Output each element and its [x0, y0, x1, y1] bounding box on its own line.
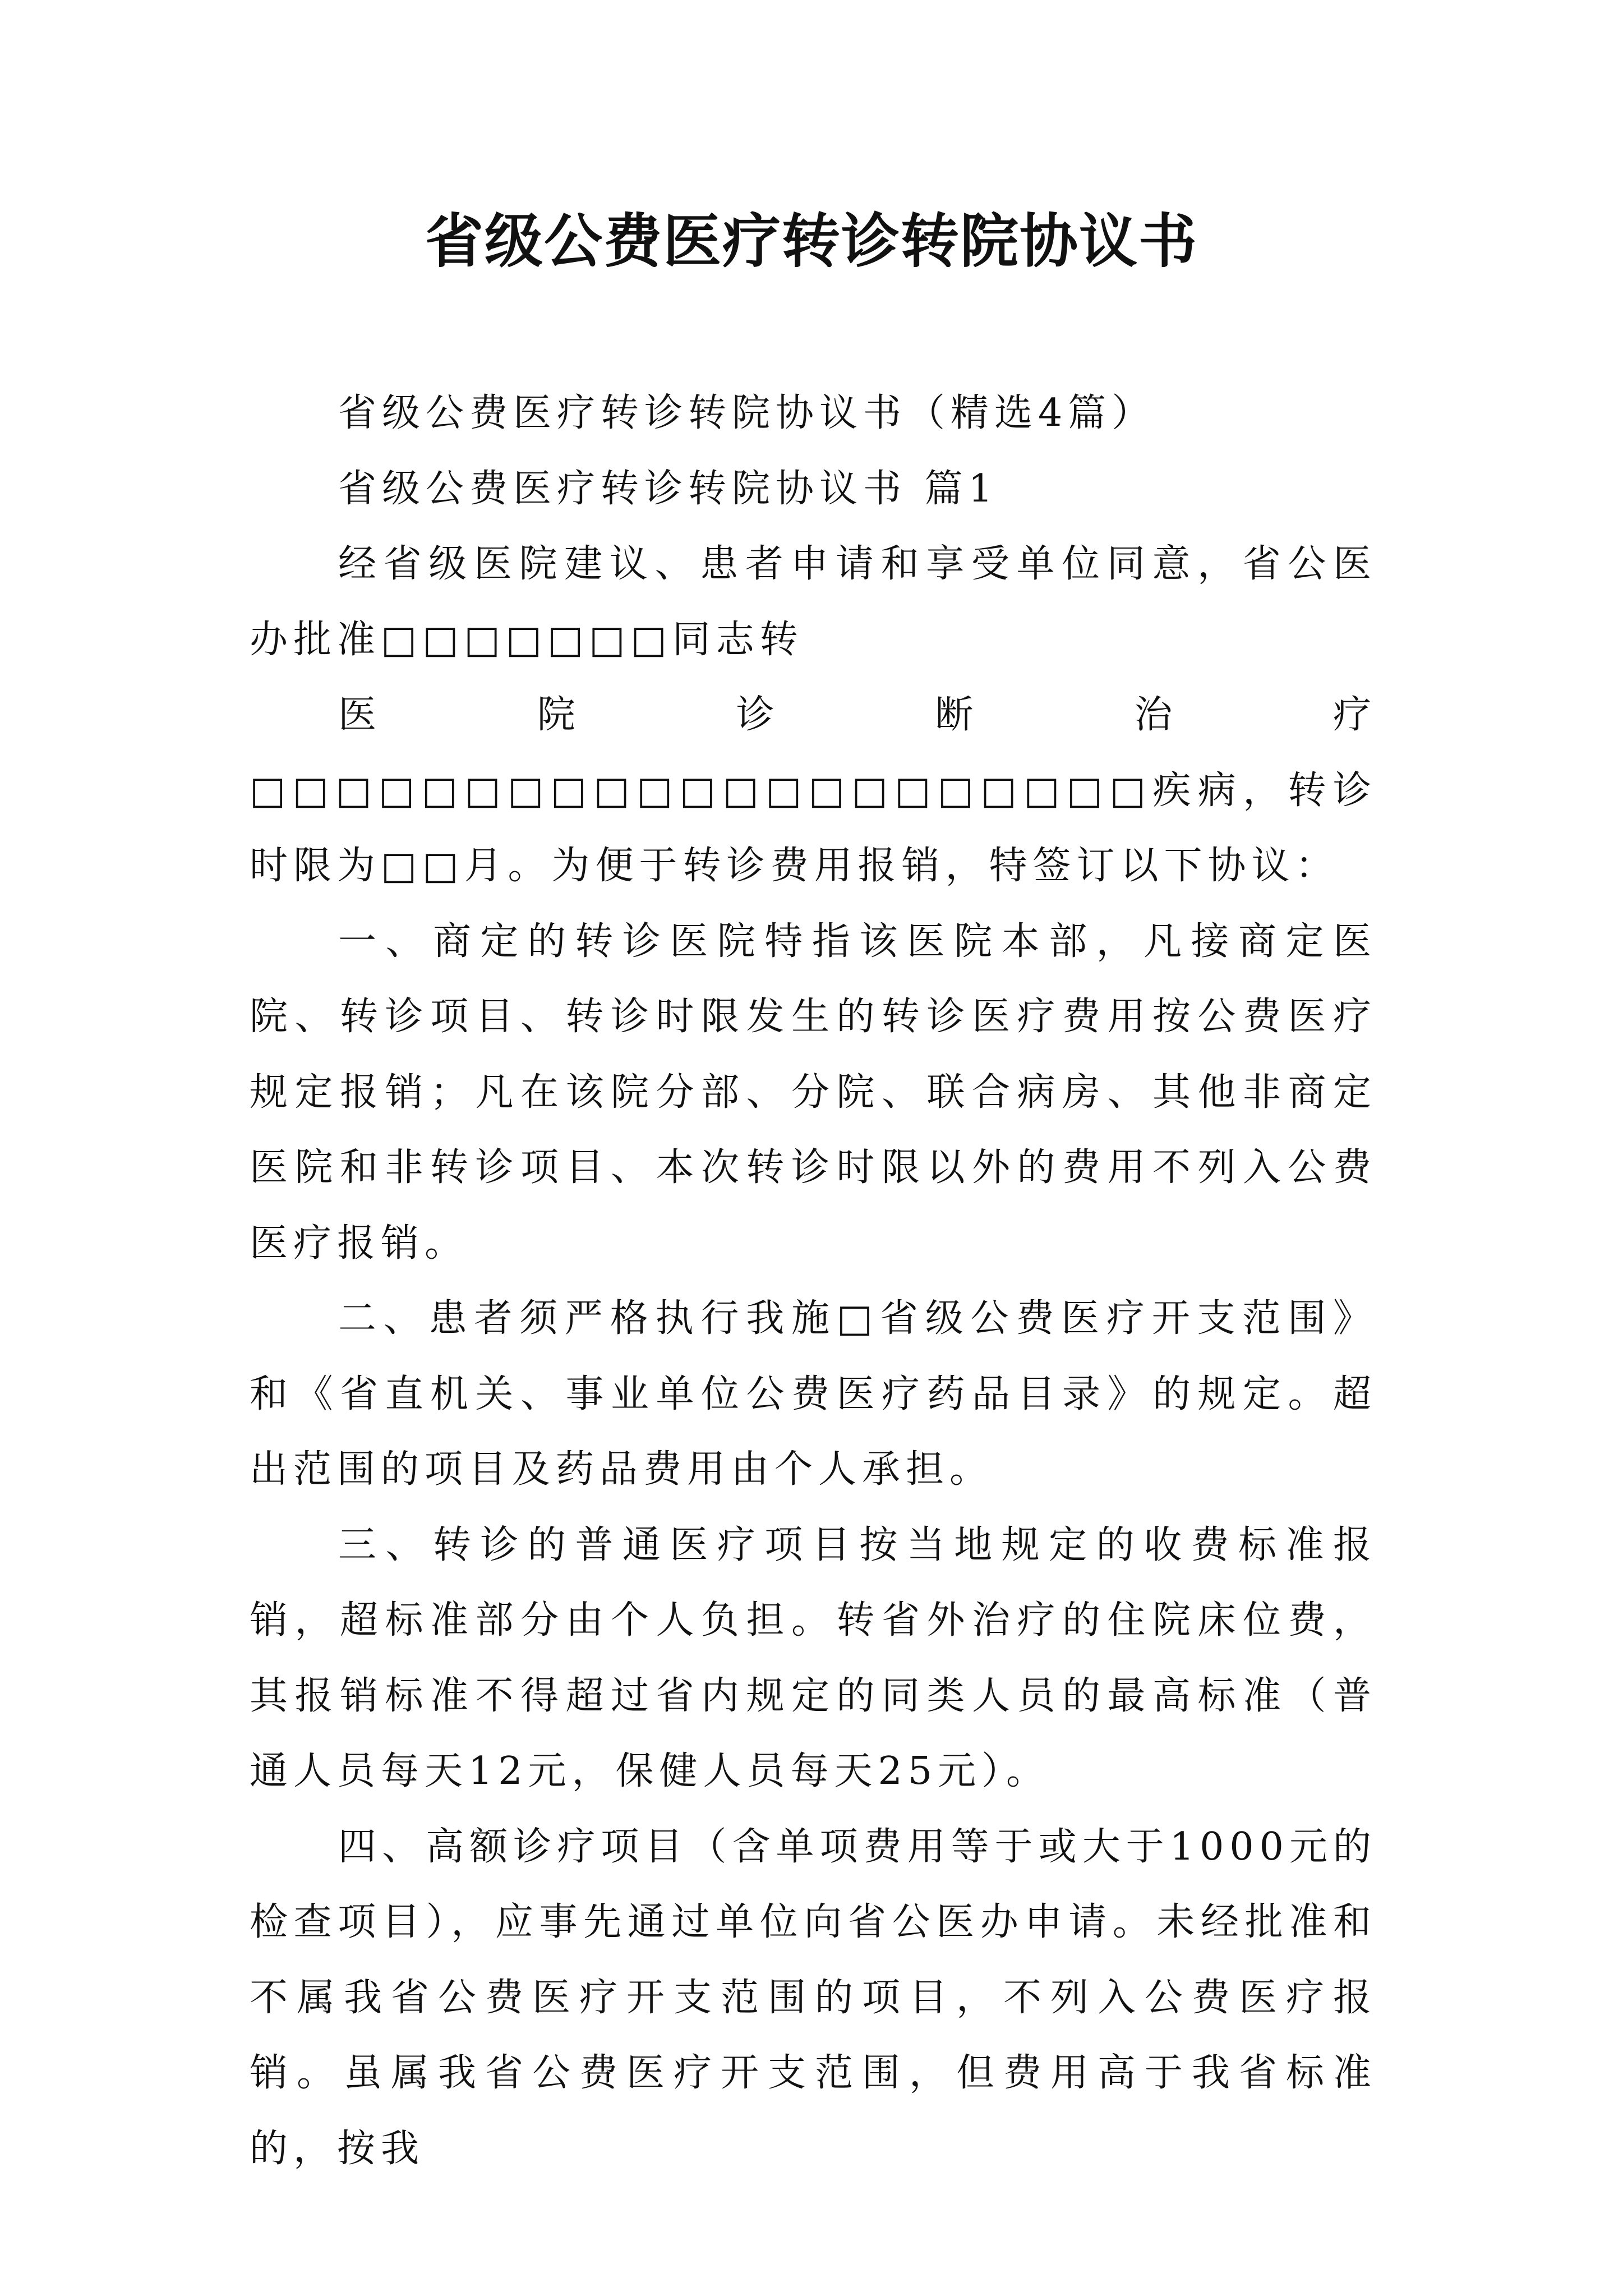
- document-body: [250, 376, 1377, 2187]
- paragraph-clause-4: 四、高额诊疗项目（含单项费用等于或大于1000元的检查项目），应事先通过单位向省公医办申请。未经批准和不属我省公费医疗开支范围的项目，不列入公费医疗报销。虽属我省公费医疗开支范围，但费用高于我省标准的，按我: [250, 1824, 1377, 2171]
- document-title: 省级公费医疗转诊转院协议书: [425, 206, 1198, 275]
- paragraph-diagnosis: 医院诊断治疗□□□□□□□□□□□□□□□□□□□□□疾病，转诊时限为□□月。为便于转诊费用报销，特签订以下协议：: [250, 693, 1377, 888]
- paragraph-clause-2: 二、患者须严格执行我施□省级公费医疗开支范围》和《省直机关、事业单位公费医疗药品目录》的规定。超出范围的项目及药品费用由个人承担。: [250, 1296, 1377, 1492]
- paragraph-section-heading: 省级公费医疗转诊转院协议书 篇1: [338, 466, 998, 511]
- paragraph-subtitle: 省级公费医疗转诊转院协议书（精选4篇）: [338, 391, 1156, 435]
- paragraph-clause-1: 一、商定的转诊医院特指该医院本部，凡接商定医院、转诊项目、转诊时限发生的转诊医疗费用按公费医疗规定报销；凡在该院分部、分院、联合病房、其他非商定医院和非转诊项目、本次转诊时限以外的费用不列入公费医疗报销。: [250, 919, 1377, 1266]
- paragraph-clause-3: 三、转诊的普通医疗项目按当地规定的收费标准报销，超标准部分由个人负担。转省外治疗的住院床位费，其报销标准不得超过省内规定的同类人员的最高标准（普通人员每天12元，保健人员每天25元）。: [250, 1522, 1377, 1793]
- paragraph-approval: 经省级医院建议、患者申请和享受单位同意，省公医办批准□□□□□□□同志转: [250, 542, 1377, 662]
